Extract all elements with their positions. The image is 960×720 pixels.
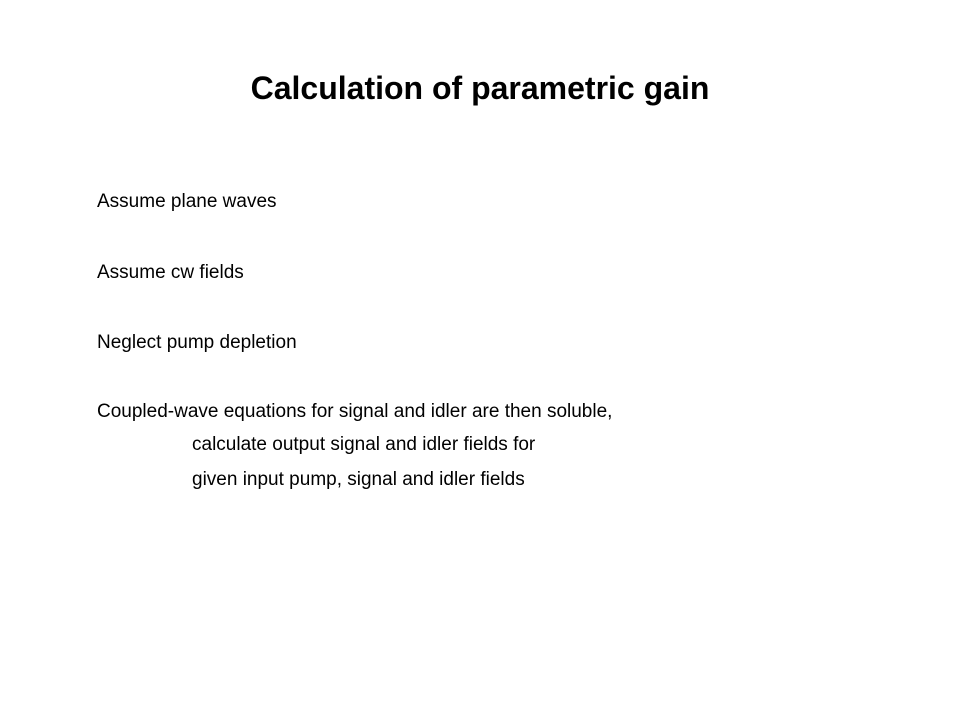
sub-line-input-fields: given input pump, signal and idler fields: [192, 469, 525, 490]
bullet-plane-waves: Assume plane waves: [97, 191, 277, 212]
slide-title: Calculation of parametric gain: [250, 70, 710, 106]
bullet-coupled-wave: Coupled-wave equations for signal and idler are then soluble,: [97, 401, 613, 422]
bullet-pump-depletion: Neglect pump depletion: [97, 332, 297, 353]
bullet-cw-fields: Assume cw fields: [97, 262, 244, 283]
sub-line-output-fields: calculate output signal and idler fields for: [192, 434, 536, 455]
